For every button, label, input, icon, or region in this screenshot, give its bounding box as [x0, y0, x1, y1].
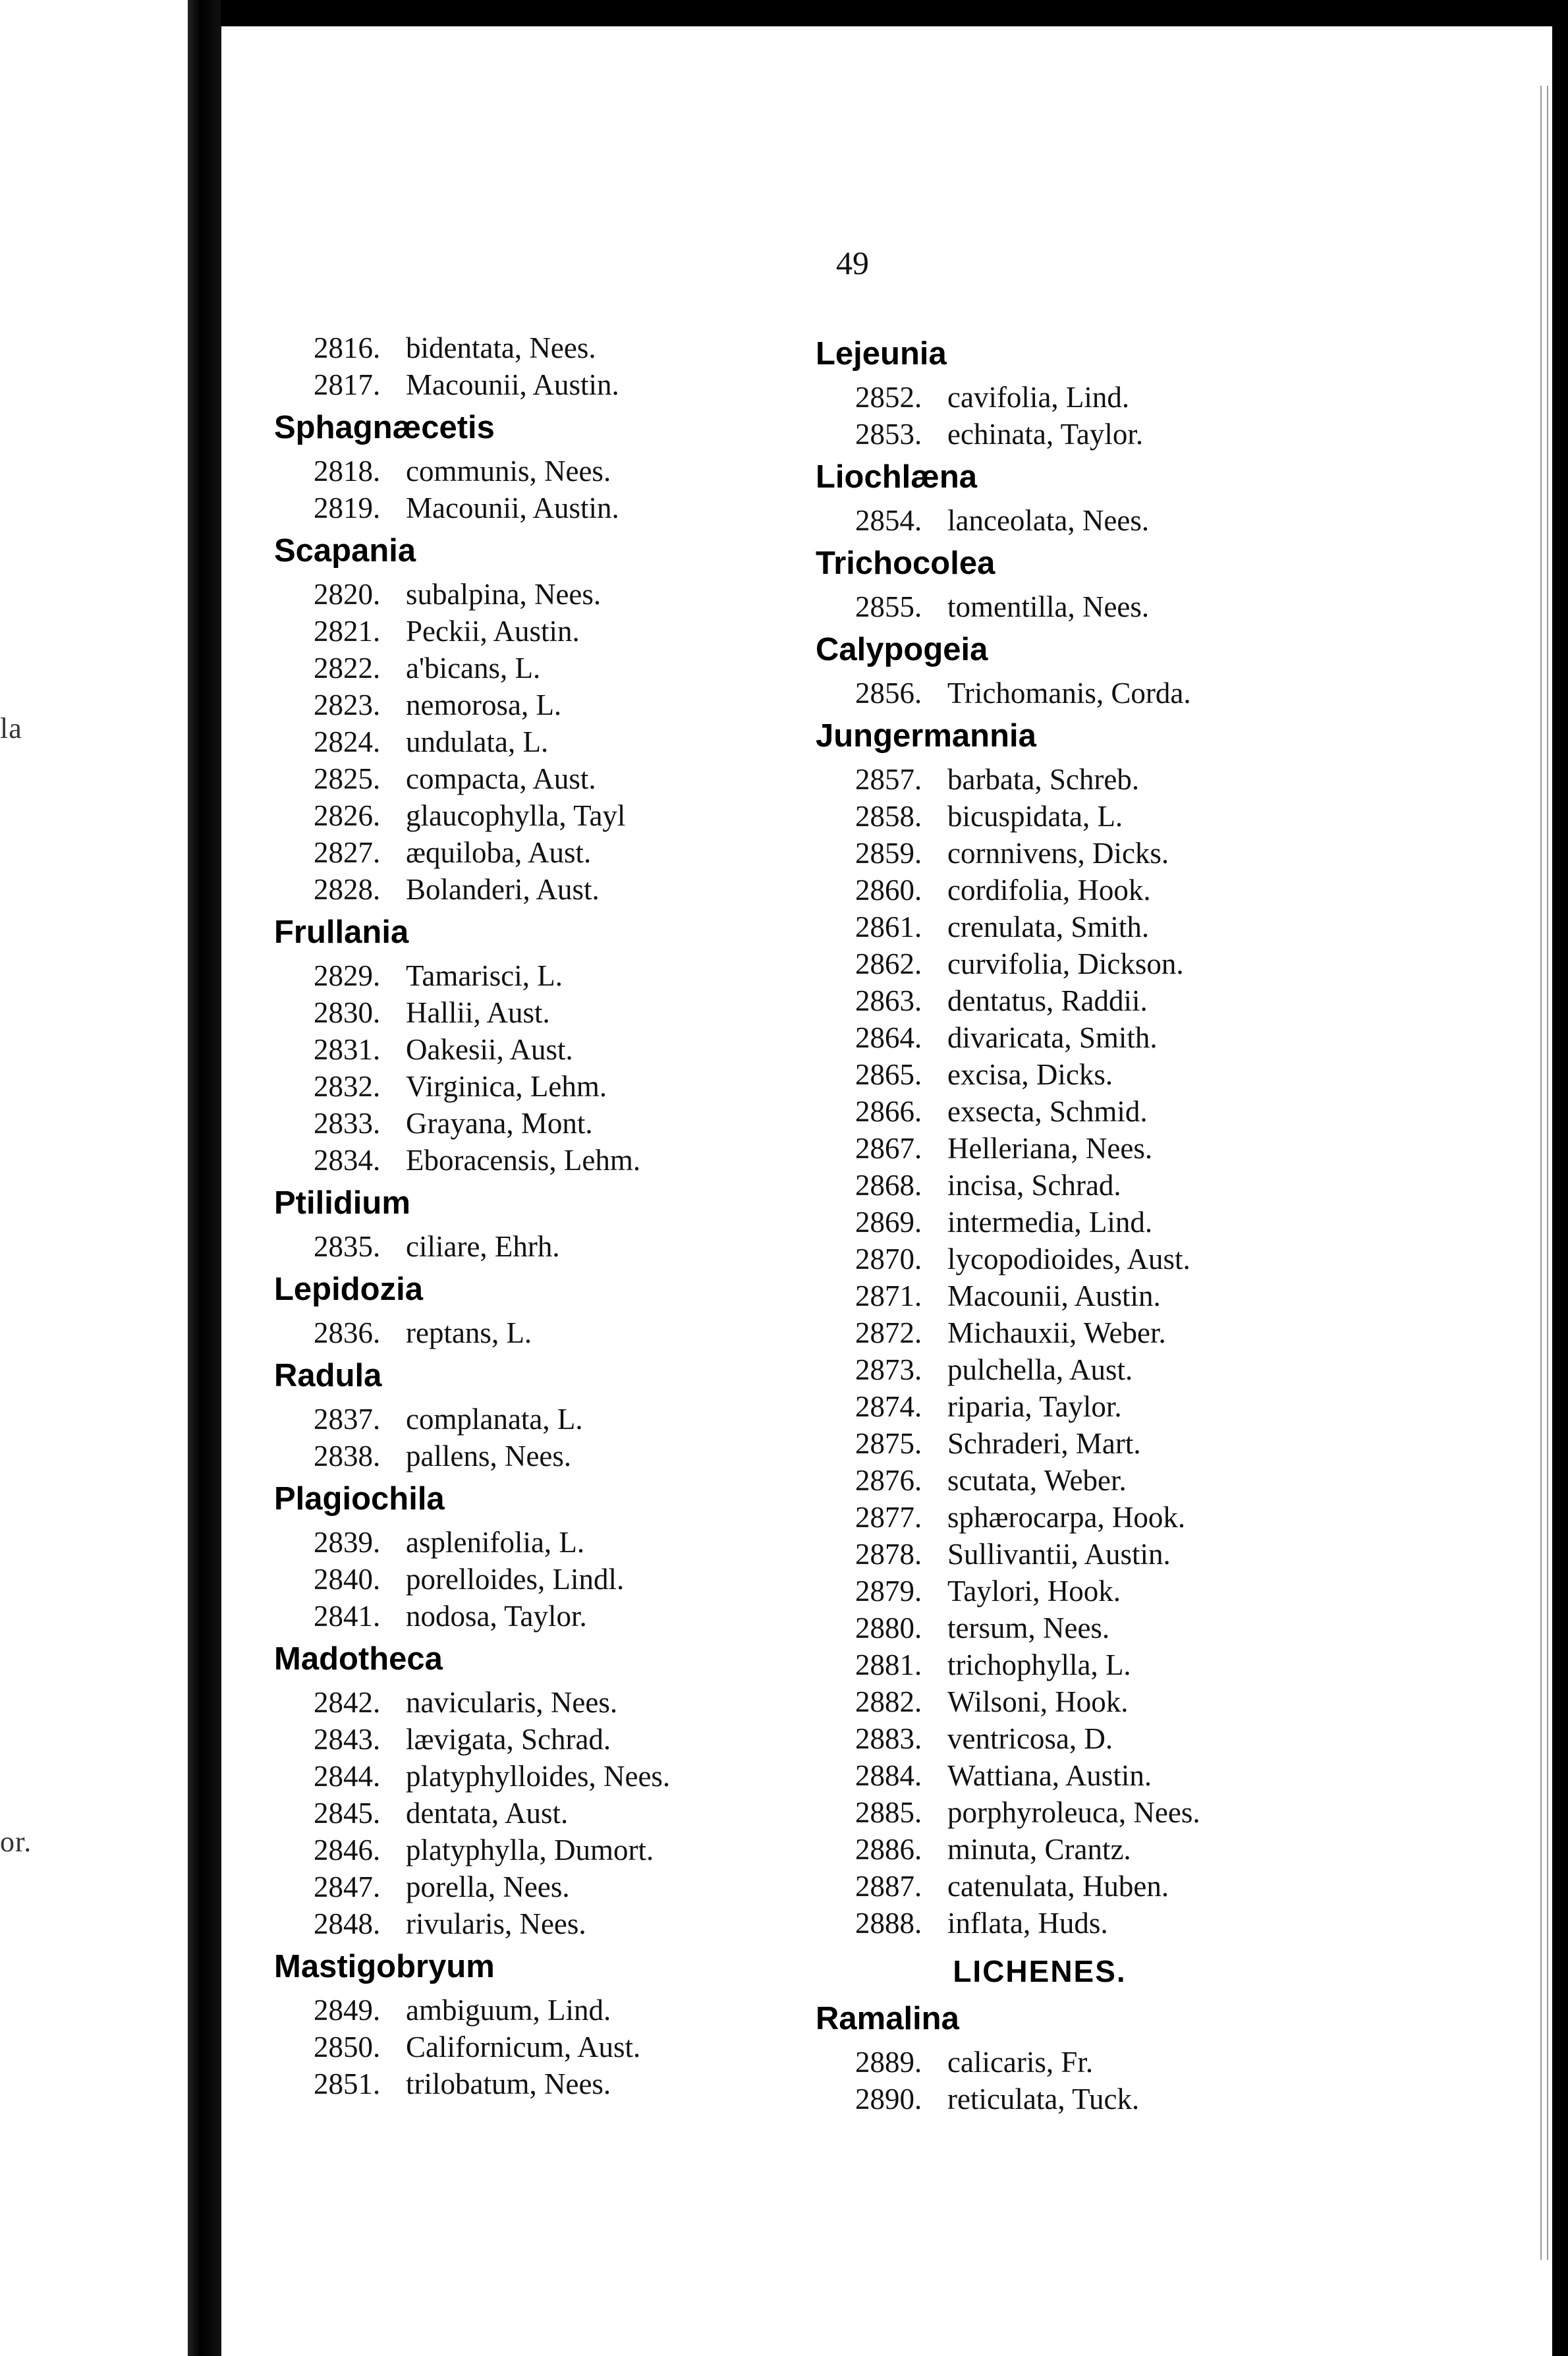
catalog-number: 2851.: [314, 2067, 381, 2100]
species-entry: [314, 1031, 907, 1068]
species-name: barbata, Schreb.: [947, 763, 1140, 796]
species-name: cavifolia, Lind.: [947, 381, 1130, 414]
catalog-number: 2852.: [855, 381, 922, 414]
species-entry: [855, 1425, 1448, 1462]
species-name: ventricosa, D.: [947, 1722, 1113, 1755]
species-name: navicularis, Nees.: [406, 1686, 618, 1719]
catalog-number: 2818.: [314, 455, 381, 488]
species-entry: [855, 798, 1448, 835]
catalog-number: 2864.: [855, 1021, 922, 1054]
species-name: curvifolia, Dickson.: [947, 947, 1184, 980]
catalog-number: 2879.: [855, 1575, 922, 1608]
species-name: inflata, Huds.: [947, 1907, 1108, 1940]
catalog-number: 2853.: [855, 418, 922, 451]
species-name: Oakesii, Aust.: [406, 1033, 573, 1066]
catalog-number: 2836.: [314, 1316, 381, 1349]
species-entry: [855, 1610, 1448, 1646]
catalog-number: 2884.: [855, 1759, 922, 1792]
species-name: communis, Nees.: [406, 455, 611, 488]
species-name: Macounii, Austin.: [947, 1279, 1161, 1312]
catalog-number: 2844.: [314, 1760, 381, 1793]
species-name: porphyroleuca, Nees.: [947, 1796, 1200, 1829]
species-name: tomentilla, Nees.: [947, 590, 1150, 623]
genus-heading: Ramalina: [816, 2001, 959, 2036]
genus-heading: Plagiochila: [274, 1481, 445, 1517]
catalog-number: 2888.: [855, 1907, 922, 1940]
species-entry: [314, 1401, 907, 1438]
catalog-number: 2889.: [855, 2046, 922, 2079]
catalog-number: 2817.: [314, 368, 381, 401]
catalog-number: 2869.: [855, 1206, 922, 1239]
catalog-number: 2886.: [855, 1833, 922, 1866]
catalog-number: 2846.: [314, 1834, 381, 1866]
species-entry: [855, 982, 1448, 1019]
catalog-number: 2857.: [855, 763, 922, 796]
species-entry: [314, 1228, 907, 1265]
species-entry: [855, 1314, 1448, 1351]
species-entry: [855, 1462, 1448, 1499]
catalog-number: 2880.: [855, 1612, 922, 1644]
catalog-number: 2821.: [314, 615, 381, 648]
page-edge: [1538, 86, 1552, 2260]
species-entry: [314, 957, 907, 994]
species-name: lanceolata, Nees.: [947, 504, 1150, 537]
genus-heading: Jungermannia: [816, 718, 1036, 754]
species-entry: [855, 1831, 1448, 1868]
species-entry: [855, 1794, 1448, 1831]
section-heading: LICHENES.: [953, 1954, 1127, 1988]
genus-heading: Trichocolea: [816, 546, 995, 581]
species-name: trilobatum, Nees.: [406, 2067, 611, 2100]
catalog-number: 2849.: [314, 1994, 381, 2027]
species-entry: [855, 1056, 1448, 1093]
species-entry: [314, 1684, 907, 1721]
catalog-number: 2868.: [855, 1169, 922, 1202]
catalog-number: 2865.: [855, 1058, 922, 1091]
species-entry: [855, 588, 1448, 625]
catalog-number: 2862.: [855, 947, 922, 980]
species-name: reptans, L.: [406, 1316, 532, 1349]
catalog-number: 2876.: [855, 1464, 922, 1497]
species-name: Michauxii, Weber.: [947, 1316, 1166, 1349]
catalog-number: 2838.: [314, 1440, 381, 1472]
species-entry: [855, 2044, 1448, 2081]
species-entry: [855, 1499, 1448, 1536]
catalog-number: 2820.: [314, 578, 381, 611]
species-entry: [314, 834, 907, 871]
catalog-number: 2848.: [314, 1907, 381, 1940]
species-name: divaricata, Smith.: [947, 1021, 1158, 1054]
species-name: echinata, Taylor.: [947, 418, 1144, 451]
catalog-number: 2829.: [314, 959, 381, 992]
catalog-number: 2847.: [314, 1870, 381, 1903]
species-entry: [855, 1536, 1448, 1573]
left-column: [274, 329, 907, 2102]
species-entry: [314, 1598, 907, 1635]
species-name: complanata, L.: [406, 1403, 583, 1436]
species-name: dentata, Aust.: [406, 1797, 569, 1830]
catalog-number: 2843.: [314, 1723, 381, 1756]
species-entry: [855, 1646, 1448, 1683]
species-entry: [855, 945, 1448, 982]
species-name: riparia, Taylor.: [947, 1390, 1122, 1423]
species-name: cornnivens, Dicks.: [947, 837, 1169, 870]
catalog-number: 2867.: [855, 1132, 922, 1165]
genus-heading: Madotheca: [274, 1641, 443, 1677]
catalog-number: 2825.: [314, 762, 381, 795]
catalog-number: 2826.: [314, 799, 381, 832]
catalog-number: 2839.: [314, 1526, 381, 1559]
species-entry: [314, 1832, 907, 1868]
catalog-number: 2835.: [314, 1230, 381, 1263]
species-name: bidentata, Nees.: [406, 331, 596, 364]
species-name: asplenifolia, L.: [406, 1526, 585, 1559]
catalog-number: 2878.: [855, 1538, 922, 1571]
genus-heading: Sphagnæcetis: [274, 410, 495, 445]
species-entry: [314, 1905, 907, 1942]
catalog-number: 2874.: [855, 1390, 922, 1423]
species-entry: [314, 1142, 907, 1179]
species-name: reticulata, Tuck.: [947, 2083, 1140, 2116]
margin-fragment: or.: [0, 1826, 32, 1858]
catalog-number: 2863.: [855, 984, 922, 1017]
catalog-number: 2854.: [855, 504, 922, 537]
species-name: subalpina, Nees.: [406, 578, 602, 611]
catalog-number: 2875.: [855, 1427, 922, 1460]
catalog-number: 2855.: [855, 590, 922, 623]
catalog-number: 2830.: [314, 996, 381, 1029]
book-page: [217, 26, 1552, 2356]
catalog-number: 2860.: [855, 874, 922, 907]
species-name: Helleriana, Nees.: [947, 1132, 1153, 1165]
species-entry: [314, 2065, 907, 2102]
catalog-number: 2832.: [314, 1070, 381, 1103]
species-name: Virginica, Lehm.: [406, 1070, 607, 1103]
genus-heading: Lepidozia: [274, 1272, 423, 1307]
species-name: lævigata, Schrad.: [406, 1723, 611, 1756]
page-number: 49: [836, 244, 869, 281]
species-entry: [855, 416, 1448, 453]
species-name: scutata, Weber.: [947, 1464, 1127, 1497]
catalog-number: 2841.: [314, 1600, 381, 1633]
species-entry: [855, 1757, 1448, 1794]
species-name: rivularis, Nees.: [406, 1907, 586, 1940]
species-entry: [855, 1277, 1448, 1314]
species-entry: [314, 1105, 907, 1142]
species-name: Schraderi, Mart.: [947, 1427, 1141, 1460]
catalog-number: 2877.: [855, 1501, 922, 1534]
margin-fragment: la: [0, 712, 22, 744]
species-name: nemorosa, L.: [406, 688, 562, 721]
genus-heading: Mastigobryum: [274, 1949, 495, 1984]
previous-page-margin: [0, 0, 198, 2356]
species-entry: [855, 675, 1448, 712]
species-name: cordifolia, Hook.: [947, 874, 1151, 907]
species-entry: [314, 871, 907, 908]
catalog-number: 2833.: [314, 1107, 381, 1140]
species-name: pallens, Nees.: [406, 1440, 572, 1472]
species-name: tersum, Nees.: [947, 1612, 1110, 1644]
species-entry: [855, 1720, 1448, 1757]
catalog-number: 2842.: [314, 1686, 381, 1719]
catalog-number: 2872.: [855, 1316, 922, 1349]
species-entry: [855, 379, 1448, 416]
species-name: Peckii, Austin.: [406, 615, 580, 648]
species-entry: [314, 1068, 907, 1105]
species-name: calicaris, Fr.: [947, 2046, 1094, 2079]
species-name: platyphylla, Dumort.: [406, 1834, 654, 1866]
species-name: æquiloba, Aust.: [406, 836, 592, 869]
species-name: lycopodioides, Aust.: [947, 1243, 1190, 1276]
species-entry: [855, 1351, 1448, 1388]
species-entry: [314, 1758, 907, 1795]
species-entry: [855, 502, 1448, 539]
catalog-number: 2861.: [855, 911, 922, 943]
species-entry: [855, 761, 1448, 798]
species-name: Hallii, Aust.: [406, 996, 550, 1029]
catalog-number: 2859.: [855, 837, 922, 870]
species-name: sphærocarpa, Hook.: [947, 1501, 1186, 1534]
species-name: Eboracensis, Lehm.: [406, 1144, 641, 1177]
species-entry: [314, 1524, 907, 1561]
catalog-number: 2890.: [855, 2083, 922, 2116]
species-name: Macounii, Austin.: [406, 491, 619, 524]
species-entry: [855, 1130, 1448, 1167]
catalog-number: 2882.: [855, 1685, 922, 1718]
catalog-number: 2828.: [314, 873, 381, 906]
catalog-number: 2834.: [314, 1144, 381, 1177]
species-entry: [855, 1204, 1448, 1241]
species-name: compacta, Aust.: [406, 762, 596, 795]
catalog-number: 2822.: [314, 652, 381, 685]
catalog-number: 2840.: [314, 1563, 381, 1596]
species-name: Tamarisci, L.: [406, 959, 563, 992]
species-name: Bolanderi, Aust.: [406, 873, 600, 906]
species-name: porelloides, Lindl.: [406, 1563, 625, 1596]
catalog-number: 2819.: [314, 491, 381, 524]
species-name: bicuspidata, L.: [947, 800, 1123, 833]
genus-heading: Scapania: [274, 533, 416, 569]
species-name: Sullivantii, Austin.: [947, 1538, 1171, 1571]
species-name: incisa, Schrad.: [947, 1169, 1121, 1202]
species-name: ciliare, Ehrh.: [406, 1230, 560, 1263]
catalog-number: 2866.: [855, 1095, 922, 1128]
catalog-number: 2881.: [855, 1648, 922, 1681]
species-name: glaucophylla, Tayl: [406, 799, 626, 832]
book-gutter: [188, 0, 221, 2356]
species-entry: [855, 1905, 1448, 1942]
species-entry: [314, 1561, 907, 1598]
genus-heading: Frullania: [274, 914, 409, 950]
genus-heading: Lejeunia: [816, 336, 947, 372]
species-name: excisa, Dicks.: [947, 1058, 1113, 1091]
species-name: Trichomanis, Corda.: [947, 677, 1191, 710]
species-entry: [855, 1573, 1448, 1610]
species-name: dentatus, Raddii.: [947, 984, 1148, 1017]
species-entry: [855, 1868, 1448, 1905]
species-entry: [855, 1388, 1448, 1425]
genus-heading: Radula: [274, 1358, 382, 1393]
species-name: pulchella, Aust.: [947, 1353, 1133, 1386]
species-name: nodosa, Taylor.: [406, 1600, 587, 1633]
catalog-number: 2883.: [855, 1722, 922, 1755]
species-entry: [855, 1093, 1448, 1130]
catalog-number: 2870.: [855, 1243, 922, 1276]
catalog-number: 2858.: [855, 800, 922, 833]
species-entry: [855, 1019, 1448, 1056]
species-entry: [855, 872, 1448, 909]
right-column: [816, 329, 1448, 2118]
species-name: Wattiana, Austin.: [947, 1759, 1152, 1792]
species-entry: [855, 909, 1448, 945]
species-name: Macounii, Austin.: [406, 368, 619, 401]
catalog-number: 2823.: [314, 688, 381, 721]
catalog-number: 2845.: [314, 1797, 381, 1830]
species-entry: [855, 835, 1448, 872]
species-entry: [314, 994, 907, 1031]
genus-heading: Liochlæna: [816, 459, 978, 495]
species-name: Californicum, Aust.: [406, 2031, 641, 2063]
catalog-number: 2824.: [314, 725, 381, 758]
species-name: platyphylloides, Nees.: [406, 1760, 671, 1793]
species-entry: [314, 797, 907, 834]
species-name: crenulata, Smith.: [947, 911, 1150, 943]
catalog-number: 2871.: [855, 1279, 922, 1312]
species-name: Wilsoni, Hook.: [947, 1685, 1129, 1718]
species-name: minuta, Crantz.: [947, 1833, 1131, 1866]
catalog-number: 2873.: [855, 1353, 922, 1386]
species-entry: [314, 1438, 907, 1474]
catalog-number: 2837.: [314, 1403, 381, 1436]
catalog-number: 2887.: [855, 1870, 922, 1903]
species-entry: [855, 1241, 1448, 1277]
species-name: ambiguum, Lind.: [406, 1994, 611, 2027]
species-name: exsecta, Schmid.: [947, 1095, 1148, 1128]
species-name: porella, Nees.: [406, 1870, 570, 1903]
genus-heading: Ptilidium: [274, 1185, 410, 1221]
species-entry: [314, 1721, 907, 1758]
catalog-number: 2885.: [855, 1796, 922, 1829]
species-name: undulata, L.: [406, 725, 549, 758]
species-entry: [314, 1868, 907, 1905]
species-entry: [314, 1795, 907, 1832]
species-name: a'bicans, L.: [406, 652, 541, 685]
catalog-number: 2856.: [855, 677, 922, 710]
species-entry: [855, 1167, 1448, 1204]
catalog-number: 2816.: [314, 331, 381, 364]
species-entry: [855, 1683, 1448, 1720]
species-entry: [314, 760, 907, 797]
catalog-number: 2850.: [314, 2031, 381, 2063]
species-name: catenulata, Huben.: [947, 1870, 1169, 1903]
catalog-number: 2827.: [314, 836, 381, 869]
species-entry: [855, 2081, 1448, 2118]
species-name: trichophylla, L.: [947, 1648, 1131, 1681]
species-name: Grayana, Mont.: [406, 1107, 593, 1140]
catalog-number: 2831.: [314, 1033, 381, 1066]
species-entry: [314, 1314, 907, 1351]
species-name: Taylori, Hook.: [947, 1575, 1121, 1608]
genus-heading: Calypogeia: [816, 632, 988, 667]
species-name: intermedia, Lind.: [947, 1206, 1153, 1239]
